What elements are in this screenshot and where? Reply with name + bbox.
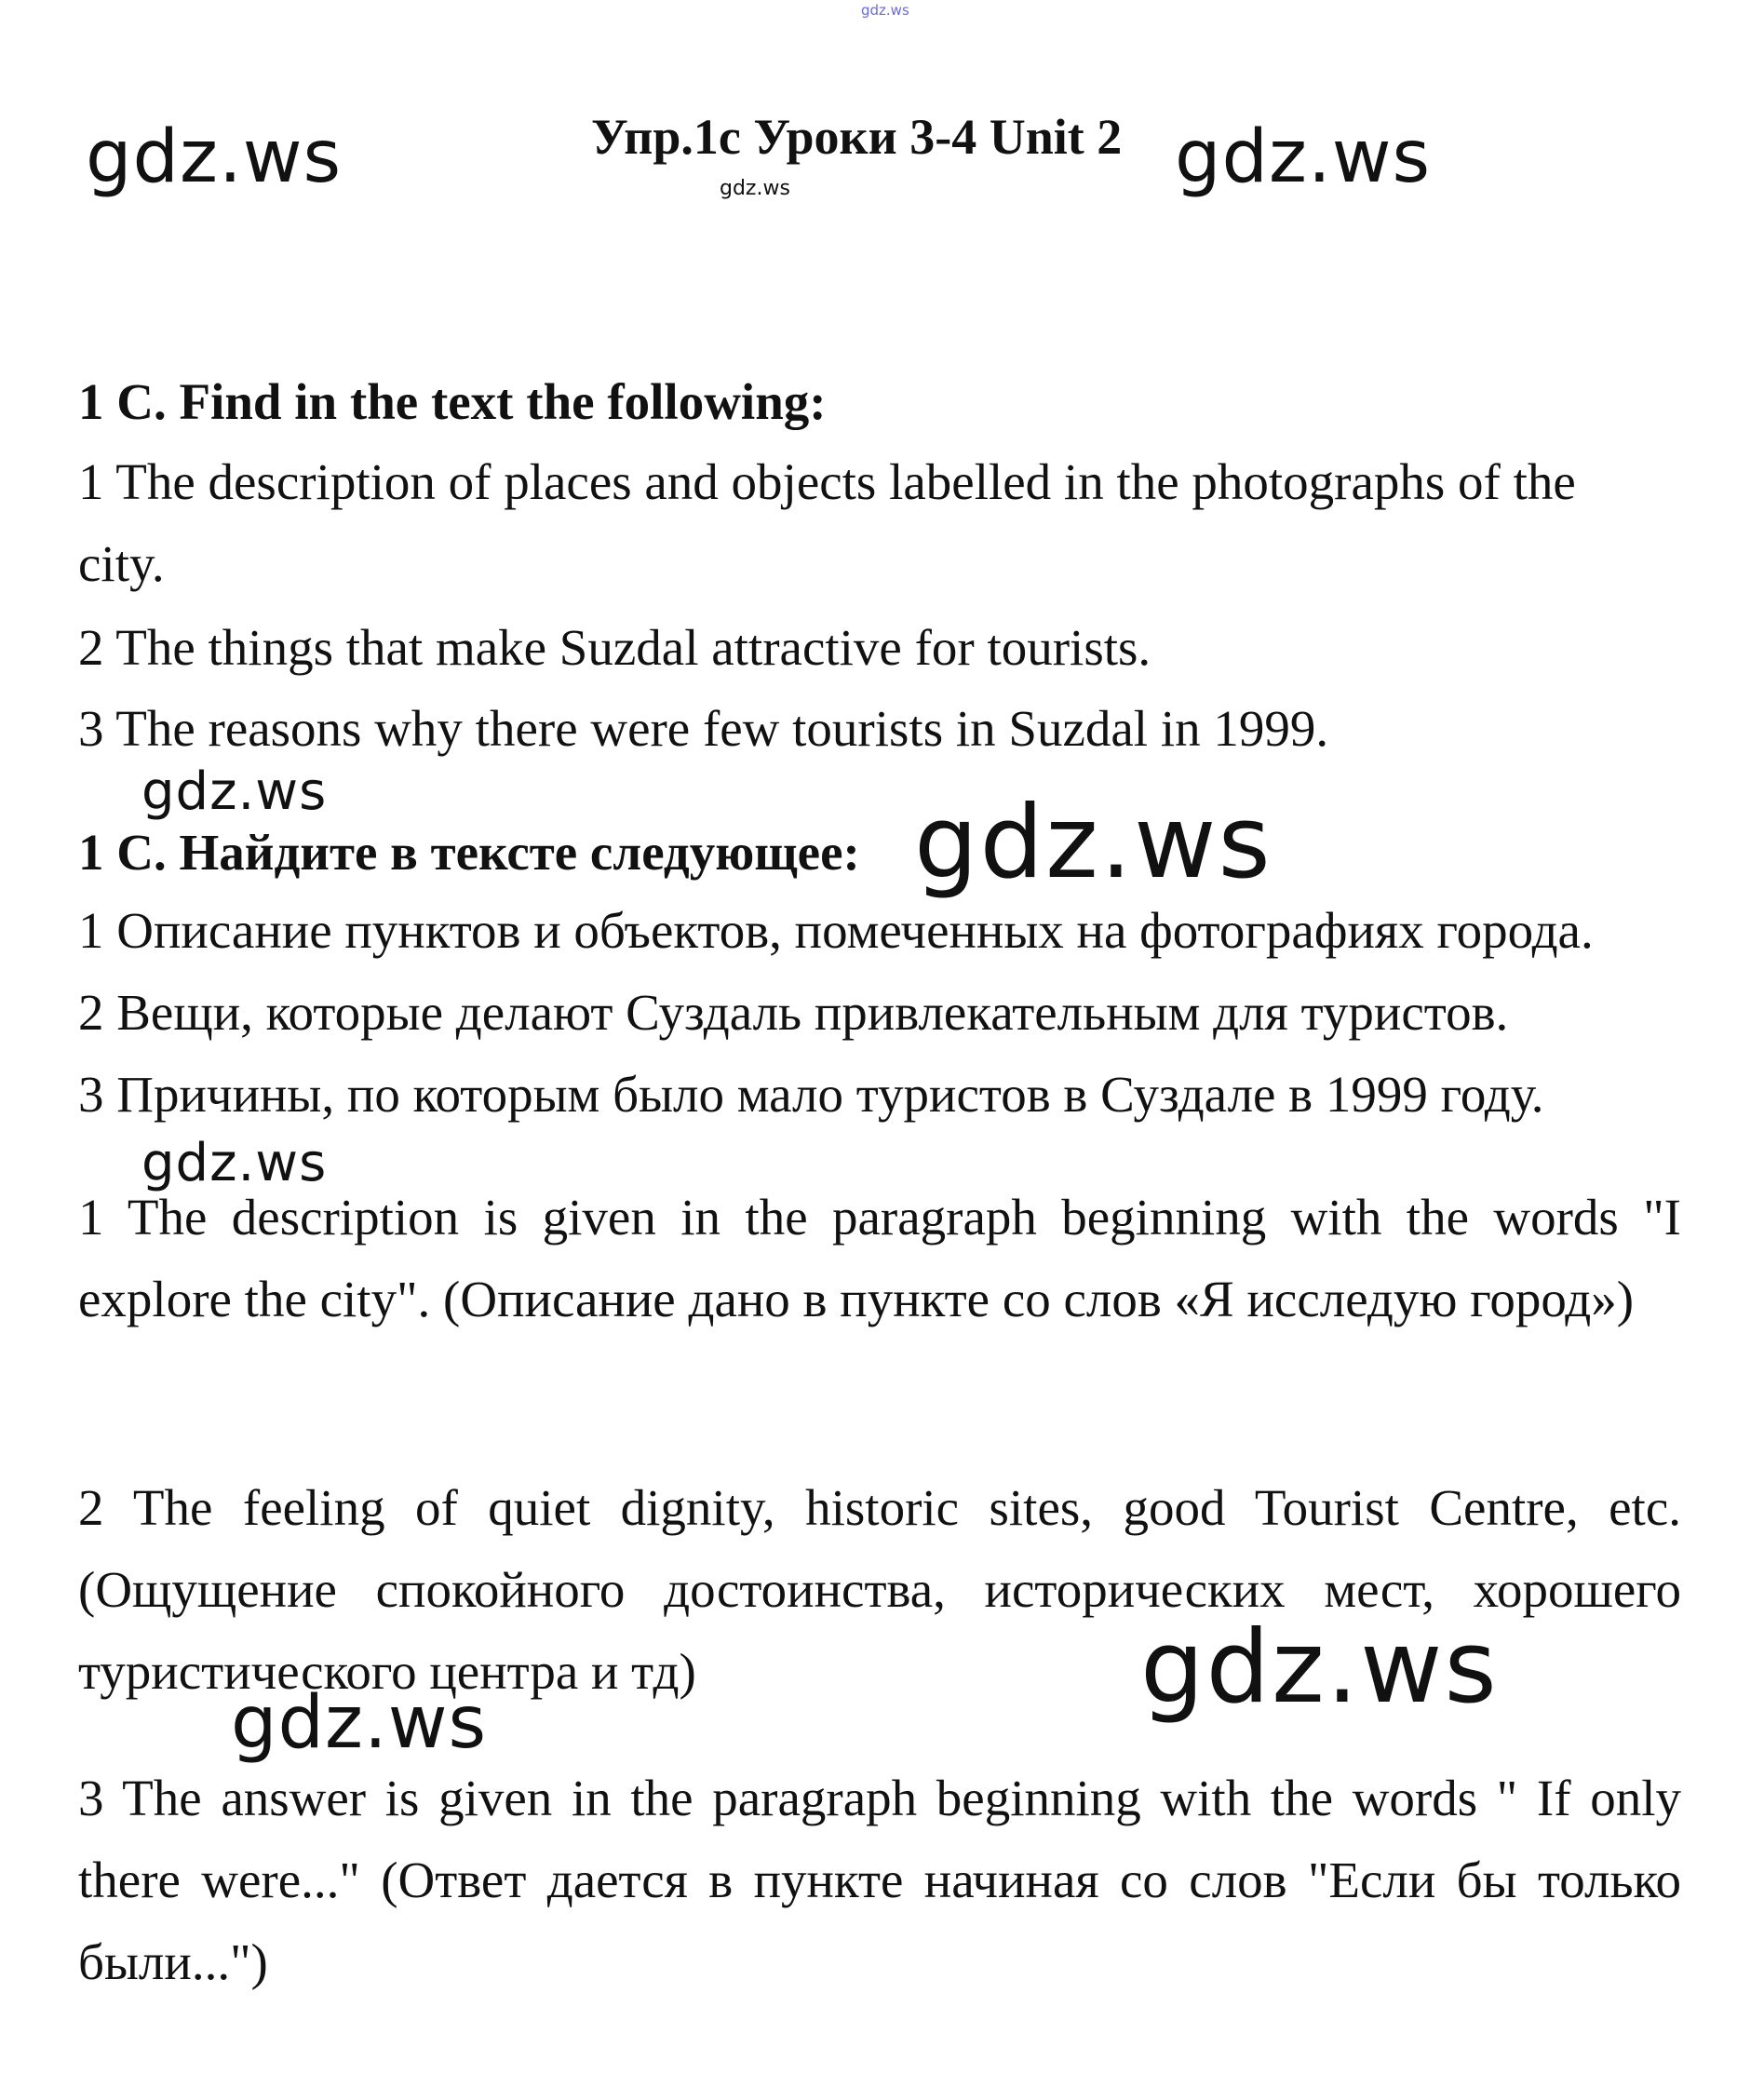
watermark-answer-2-right: gdz.ws xyxy=(1140,1609,1499,1726)
answer-2: 2 The feeling of quiet dignity, historic sites, good Tourist Centre, etc. (Ощущение спокойного достоинства, исторических мест, хорошего туристического центра и тд) xyxy=(78,1479,1681,1700)
watermark-header-left: gdz.ws xyxy=(86,115,343,199)
answer-1: 1 The description is given in the paragraph beginning with the words "I explore the city". (Описание дано в пункте со слов «Я исследую город») xyxy=(78,1189,1681,1327)
english-item-3: 3 The reasons why there were few tourists in Suzdal in 1999. xyxy=(78,700,1329,757)
watermark-header-right: gdz.ws xyxy=(1175,115,1432,199)
watermark-ru-heading: gdz.ws xyxy=(914,785,1273,901)
answer-3: 3 The answer is given in the paragraph beginning with the words " If only there were..." (Ответ дается в пункте начиная со слов "Если бы только были...") xyxy=(78,1770,1681,1990)
english-item-2: 2 The things that make Suzdal attractive for tourists. xyxy=(78,619,1151,676)
watermark-above-answers: gdz.ws xyxy=(141,1133,328,1193)
russian-item-1: 1 Описание пунктов и объектов, помеченных на фотографиях города. xyxy=(78,902,1594,959)
russian-heading: 1 C. Найдите в тексте следующее: xyxy=(78,824,860,881)
watermark-answer-2-left: gdz.ws xyxy=(231,1681,488,1765)
russian-item-2: 2 Вещи, которые делают Суздаль привлекательным для туристов. xyxy=(78,984,1509,1041)
page-title: Упр.1c Уроки 3-4 Unit 2 xyxy=(591,109,1123,165)
watermark-above-ru-heading: gdz.ws xyxy=(141,761,328,822)
russian-item-3: 3 Причины, по которым было мало туристов в Суздале в 1999 году. xyxy=(78,1066,1544,1123)
english-heading: 1 C. Find in the text the following: xyxy=(78,373,827,430)
watermark-top: gdz.ws xyxy=(861,2,909,19)
watermark-under-title: gdz.ws xyxy=(720,177,790,200)
english-item-1-line-2: city. xyxy=(78,535,165,592)
english-item-1-line-1: 1 The description of places and objects labelled in the photographs of the xyxy=(78,453,1576,510)
